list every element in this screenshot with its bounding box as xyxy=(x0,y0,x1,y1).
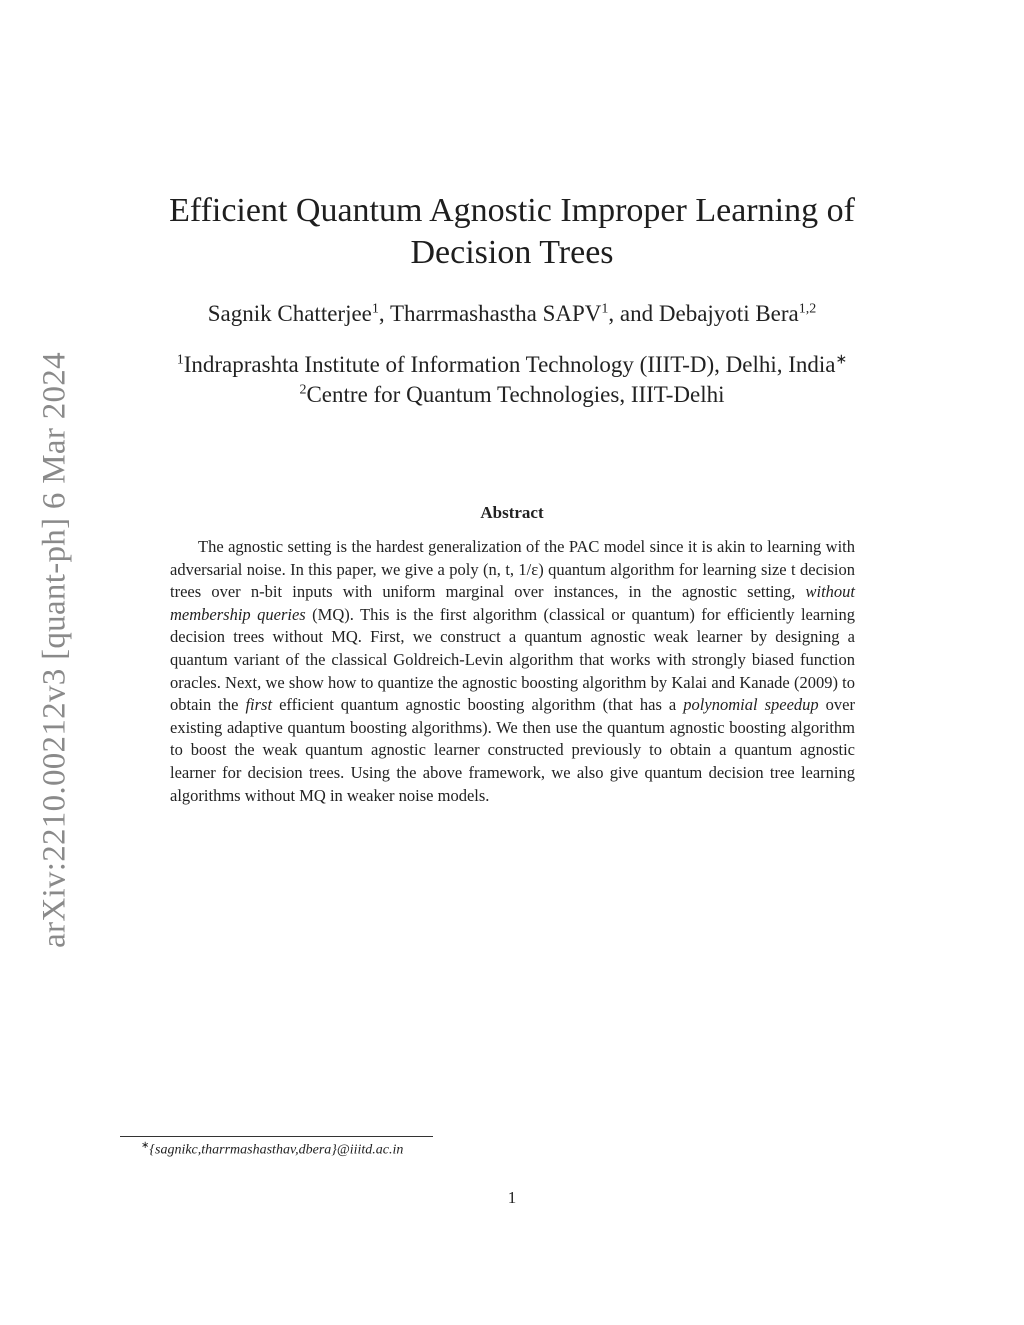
author-1-affiliation: 1 xyxy=(371,301,379,317)
emphasis-text: without membership queries xyxy=(170,582,855,624)
footnote-marker: ∗ xyxy=(141,1140,150,1151)
paper-title xyxy=(0,190,1024,274)
abstract-heading: Abstract xyxy=(480,503,544,522)
affiliations xyxy=(0,350,1024,410)
author-separator: , xyxy=(378,301,390,326)
author-2-affiliation: 1 xyxy=(601,301,609,317)
affiliation-1: $^1$Indraprashta Institute of Information Technology (IIIT-D), Delhi, India∗ xyxy=(176,352,848,377)
arxiv-identifier-stamp: arXiv:2210.00212v3 [quant-ph] 6 Mar 2024 xyxy=(36,352,73,948)
page-number: 1 xyxy=(507,1188,517,1207)
emphasis-text: polynomial speedup xyxy=(683,695,819,715)
author-list xyxy=(0,300,1024,328)
author-3: Debajyoti Bera xyxy=(658,301,799,326)
footnote-email-text: {sagnikc,tharrmashasthav,dbera}@iiitd.ac.in xyxy=(149,1142,404,1158)
title-line-2: Decision Trees xyxy=(410,234,614,271)
title-line-1: Efficient Quantum Agnostic Improper Learning of xyxy=(169,192,855,229)
affiliation-2: $^2$Centre for Quantum Technologies, IIIT-Delhi xyxy=(299,382,725,407)
footnote-emails xyxy=(141,1140,403,1159)
author-separator: , and xyxy=(608,301,659,326)
emphasis-text: first xyxy=(245,695,273,715)
author-2: Tharrmashastha SAPV xyxy=(389,301,602,326)
author-1: Sagnik Chatterjee xyxy=(207,301,372,326)
author-3-affiliation: 1,2 xyxy=(798,301,817,317)
footnote-divider xyxy=(120,1136,433,1137)
footnote-marker: ∗ xyxy=(835,352,848,368)
abstract-text: The agnostic setting is the hardest generalization of the PAC model since it is akin to learning with adversarial noise. In this paper, we give a poly (n, t, 1/ε) quantum algorithm for learning size t decision trees over n-bit inputs with uniform marginal over instances, in the agnostic setting, without membership queries (MQ). This is the first algorithm (classical or quantum) for efficiently learning decision trees without MQ. First, we construct a quantum agnostic weak learner by designing a quantum variant of the classical Goldreich-Levin algorithm that works with strongly biased function oracles. Next, we show how to quantize the agnostic boosting algorithm by Kalai and Kanade (2009) to obtain the first efficient quantum agnostic boosting algorithm (that has a polynomial speedup over existing adaptive quantum boosting algorithms). We then use the quantum agnostic boosting algorithm to boost the weak quantum agnostic learner constructed previously to obtain a quantum agnostic learner for decision trees. Using the above framework, we also give quantum decision tree learning algorithms without MQ in weaker noise models. xyxy=(170,537,856,805)
